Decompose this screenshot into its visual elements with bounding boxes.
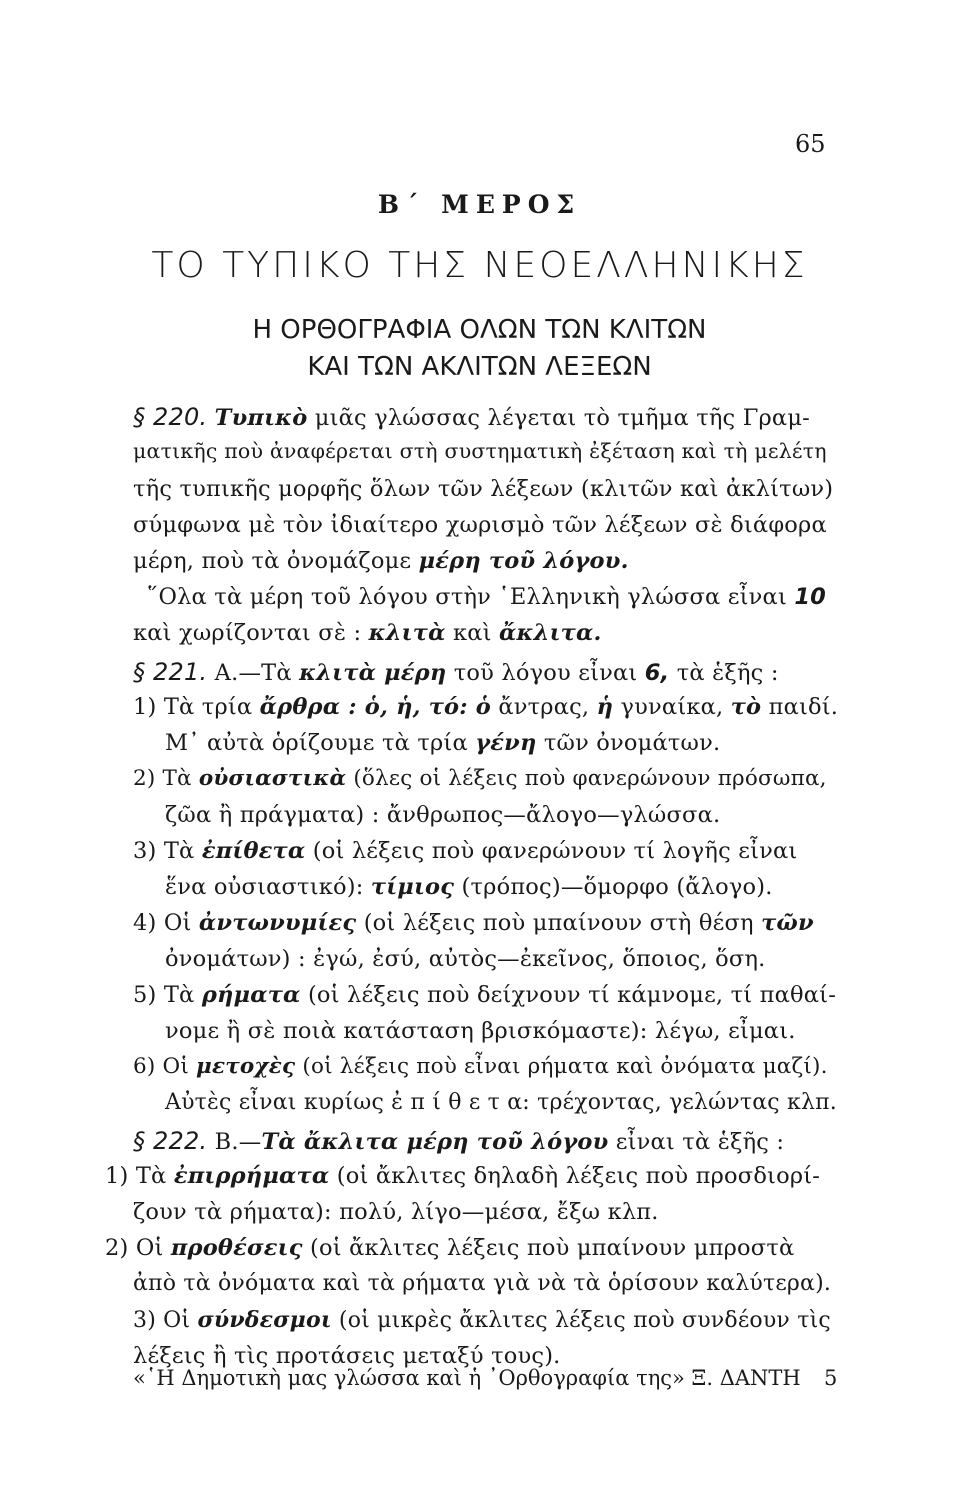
section-222-line-1: § 222. Β.—Τὰ ἄκλιτα μέρη τοῦ λόγου εἶναι τὰ ἑξῆς : bbox=[133, 1127, 785, 1155]
term: ἄκλιτα. bbox=[499, 620, 602, 646]
footer-citation: «῾Η Δημοτικὴ μας γλώσσα καὶ ἡ ᾿Ορθογραφία της» Ξ. ΔΑΝΤΗ bbox=[133, 1366, 801, 1390]
term: μέρη τοῦ λόγου. bbox=[418, 548, 629, 574]
section-220-line-2: ματικῆς ποὺ ἀναφέρεται στὴ συστηματικὴ ἐξέταση καὶ τὴ μελέτη bbox=[133, 439, 827, 463]
term: ἀντωνυμίες bbox=[198, 910, 357, 936]
section-220-line-1: § 220. Τυπικὸ μιᾶς γλώσσας λέγεται τὸ τμῆμα τῆς Γραμ- bbox=[133, 403, 810, 431]
section-number: § 222. bbox=[133, 1127, 208, 1155]
term: ἄρθρα : ὁ, ἡ, τό: ὁ bbox=[259, 694, 491, 720]
list-item-5: 5) Τὰ ρήματα (οἱ λέξεις ποὺ δείχνουν τί κάμνομε, τί παθαί- bbox=[133, 982, 837, 1008]
term: Τὰ ἄκλιτα μέρη τοῦ λόγου bbox=[261, 1129, 609, 1155]
list-item-4-cont: ὀνομάτων) : ἐγώ, ἐσύ, αὐτὸς—ἐκεῖνος, ὅποιος, ὅση. bbox=[165, 946, 766, 972]
list-item-3: 3) Οἱ σύνδεσμοι (οἱ μικρὲς ἄκλιτες λέξεις ποὺ συνδέουν τὶς bbox=[133, 1307, 831, 1333]
section-220-line-5: μέρη, ποὺ τὰ ὀνομάζομε μέρη τοῦ λόγου. bbox=[133, 548, 629, 574]
term: ρήματα bbox=[201, 982, 301, 1008]
section-221-line-1: § 221. Α.—Τὰ κλιτὰ μέρη τοῦ λόγου εἶναι 6, τὰ ἑξῆς : bbox=[133, 658, 779, 686]
term: μετοχὲς bbox=[196, 1054, 296, 1079]
list-item-6-cont: Αὐτὲς εἶναι κυρίως ἐ π ί θ ε τ α: τρέχοντας, γελώντας κλπ. bbox=[165, 1090, 837, 1115]
list-item-1-cont: ζουν τὰ ρήματα): πολύ, λίγο—μέσα, ἔξω κλπ. bbox=[133, 1199, 659, 1225]
list-item-1: 1) Τὰ τρία ἄρθρα : ὁ, ἡ, τό: ὁ ἄντρας, ἡ γυναίκα, τὸ παιδί. bbox=[133, 694, 839, 720]
list-item-6: 6) Οἱ μετοχὲς (οἱ λέξεις ποὺ εἶναι ρήματα καὶ ὀνόματα μαζί). bbox=[133, 1054, 828, 1079]
section-220-line-3: τῆς τυπικῆς μορφῆς ὅλων τῶν λέξεων (κλιτῶν καὶ ἀκλίτων) bbox=[133, 476, 834, 502]
list-item-3-cont: λέξεις ἢ τὶς προτάσεις μεταξύ τους). bbox=[133, 1343, 561, 1369]
list-item-3: 3) Τὰ ἐπίθετα (οἱ λέξεις ποὺ φανερώνουν τί λογῆς εἶναι bbox=[133, 838, 798, 864]
term: προθέσεις bbox=[170, 1235, 303, 1261]
term: κλιτὰ bbox=[368, 620, 446, 646]
section-number: § 220. bbox=[133, 403, 208, 431]
page-number: 65 bbox=[795, 130, 826, 158]
list-item-2: 2) Οἱ προθέσεις (οἱ ἄκλιτες λέξεις ποὺ μπαίνουν μπροστὰ bbox=[105, 1235, 795, 1261]
term: τίμιος bbox=[370, 874, 455, 900]
term: Τυπικὸ bbox=[214, 405, 308, 431]
section-220-line-4: σύμφωνα μὲ τὸν ἰδιαίτερο χωρισμὸ τῶν λέξεων σὲ διάφορα bbox=[133, 512, 827, 538]
term: ἐπιρρήματα bbox=[173, 1163, 330, 1189]
list-item-4: 4) Οἱ ἀντωνυμίες (οἱ λέξεις ποὺ μπαίνουν στὴ θέση τῶν bbox=[133, 910, 814, 936]
term: σύνδεσμοι bbox=[197, 1307, 332, 1333]
term: οὐσιαστικὰ bbox=[198, 766, 347, 791]
part-heading: Β΄ ΜΕΡΟΣ bbox=[377, 190, 582, 219]
list-item-2-cont: ζῶα ἢ πράγματα) : ἄνθρωπος—ἄλογο—γλώσσα. bbox=[165, 802, 721, 828]
list-item-3-cont: ἕνα οὐσιαστικό): τίμιος (τρόπος)—ὅμορφο (ἄλογο). bbox=[165, 874, 773, 900]
section-220-line-6: ῞Ολα τὰ μέρη τοῦ λόγου στὴν ῾Ελληνικὴ γλώσσα εἶναι 10 bbox=[147, 584, 827, 610]
list-item-1-cont: Μ᾿ αὐτὰ ὁρίζουμε τὰ τρία γένη τῶν ὀνομάτων. bbox=[165, 730, 721, 756]
term: γένη bbox=[475, 730, 537, 756]
signature-number: 5 bbox=[824, 1366, 838, 1390]
list-item-5-cont: νομε ἢ σὲ ποιὰ κατάσταση βρισκόμαστε): λέγω, εἶμαι. bbox=[165, 1018, 796, 1044]
list-item-2-cont: ἀπὸ τὰ ὀνόματα καὶ τὰ ρήματα γιὰ νὰ τὰ ὁρίσουν καλύτερα). bbox=[133, 1271, 832, 1296]
chapter-title: ΤΟ ΤΥΠΙΚΟ ΤΗΣ ΝΕΟΕΛΛΗΝΙΚΗΣ bbox=[151, 245, 808, 286]
subtitle-line-1: Η ΟΡΘΟΓΡΑΦΙΑ ΟΛΩΝ ΤΩΝ ΚΛΙΤΩΝ bbox=[252, 315, 707, 345]
term: κλιτὰ μέρη bbox=[299, 660, 447, 686]
section-number: § 221. bbox=[133, 658, 208, 686]
term: ἐπίθετα bbox=[201, 838, 306, 864]
list-item-2: 2) Τὰ οὐσιαστικὰ (ὅλες οἱ λέξεις ποὺ φανερώνουν πρόσωπα, bbox=[133, 766, 827, 791]
list-item-1: 1) Τὰ ἐπιρρήματα (οἱ ἄκλιτες δηλαδὴ λέξεις ποὺ προσδιορί- bbox=[105, 1163, 821, 1189]
section-220-line-7: καὶ χωρίζονται σὲ : κλιτὰ καὶ ἄκλιτα. bbox=[133, 620, 602, 646]
subtitle-line-2: ΚΑΙ ΤΩΝ ΑΚΛΙΤΩΝ ΛΕΞΕΩΝ bbox=[307, 352, 652, 382]
